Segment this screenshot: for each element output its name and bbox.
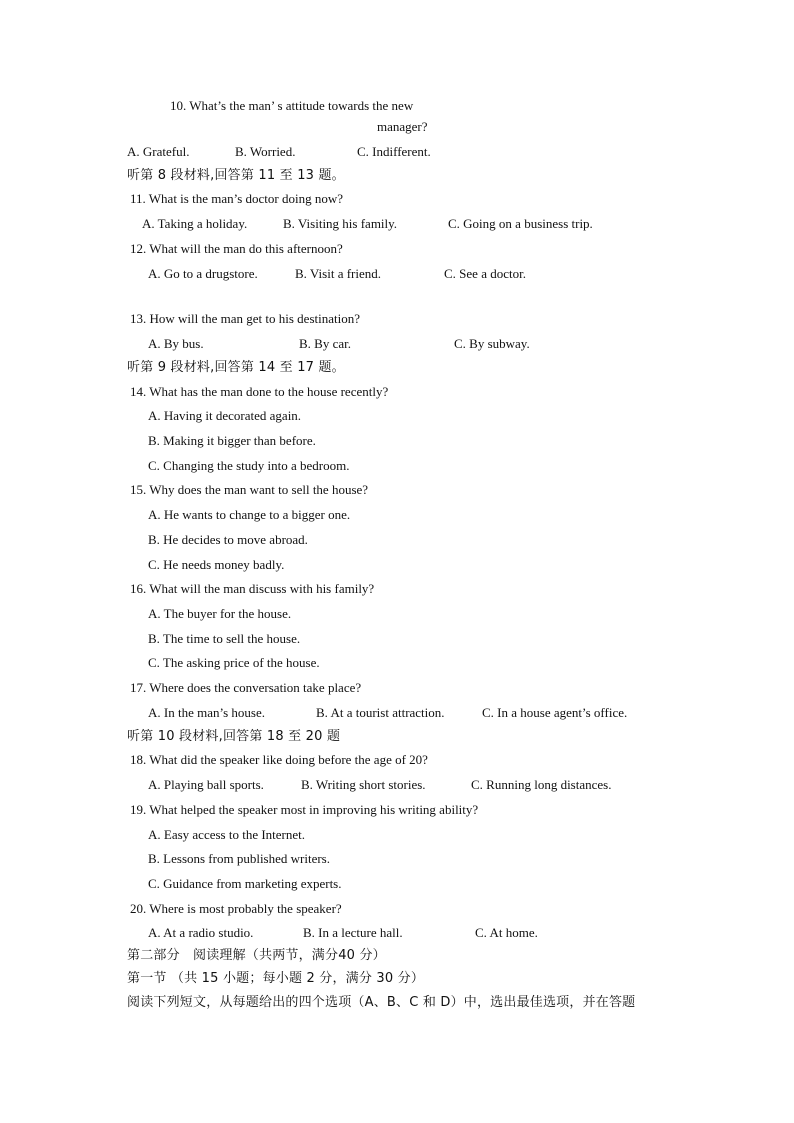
question-14: 14. What has the man done to the house recently?: [130, 384, 389, 399]
q12-option-b: B. Visit a friend.: [295, 266, 381, 281]
question-12: 12. What will the man do this afternoon?: [130, 241, 343, 256]
q11-option-a: A. Taking a holiday.: [142, 216, 248, 231]
q18-option-c: C. Running long distances.: [471, 777, 612, 792]
q15-option-c: C. He needs money badly.: [148, 557, 285, 572]
q20-option-a: A. At a radio studio.: [148, 925, 254, 940]
q11-option-c: C. Going on a business trip.: [448, 216, 593, 231]
q13-option-c: C. By subway.: [454, 336, 530, 351]
question-10-continuation: manager?: [377, 119, 428, 134]
question-13: 13. How will the man get to his destination?: [130, 311, 360, 326]
section-8-heading: 听第 8 段材料,回答第 11 至 13 题。: [127, 168, 345, 183]
q20-option-b: B. In a lecture hall.: [303, 925, 403, 940]
q18-option-a: A. Playing ball sports.: [148, 777, 264, 792]
reading-instructions: 阅读下列短文，从每题给出的四个选项（A、B、C 和 D）中，选出最佳选项，并在答题: [127, 995, 636, 1010]
question-20: 20. Where is most probably the speaker?: [130, 901, 342, 916]
q10-option-b: B. Worried.: [235, 144, 296, 159]
q14-option-a: A. Having it decorated again.: [148, 408, 302, 423]
q13-option-b: B. By car.: [299, 336, 351, 351]
question-18: 18. What did the speaker like doing before the age of 20?: [130, 752, 428, 767]
question-19: 19. What helped the speaker most in improving his writing ability?: [130, 802, 479, 817]
q10-option-c: C. Indifferent.: [357, 144, 431, 159]
q17-option-c: C. In a house agent’s office.: [482, 705, 628, 720]
q14-option-b: B. Making it bigger than before.: [148, 433, 316, 448]
q19-option-c: C. Guidance from marketing experts.: [148, 876, 342, 891]
q10-option-a: A. Grateful.: [127, 144, 190, 159]
q16-option-c: C. The asking price of the house.: [148, 655, 320, 670]
section-9-heading: 听第 9 段材料,回答第 14 至 17 题。: [127, 360, 345, 375]
q11-option-b: B. Visiting his family.: [283, 216, 398, 231]
q13-option-a: A. By bus.: [148, 336, 204, 351]
q17-option-b: B. At a tourist attraction.: [316, 705, 445, 720]
q19-option-a: A. Easy access to the Internet.: [148, 827, 306, 842]
q20-option-c: C. At home.: [475, 925, 538, 940]
q16-option-b: B. The time to sell the house.: [148, 631, 301, 646]
q15-option-a: A. He wants to change to a bigger one.: [148, 507, 351, 522]
q15-option-b: B. He decides to move abroad.: [148, 532, 308, 547]
q12-option-a: A. Go to a drugstore.: [148, 266, 258, 281]
q18-option-b: B. Writing short stories.: [301, 777, 426, 792]
question-17: 17. Where does the conversation take place?: [130, 680, 362, 695]
q19-option-b: B. Lessons from published writers.: [148, 851, 330, 866]
q14-option-c: C. Changing the study into a bedroom.: [148, 458, 350, 473]
section-1-heading: 第一节 （共 15 小题；每小题 2 分，满分 30 分）: [127, 971, 425, 986]
part-2-heading: 第二部分 阅读理解（共两节，满分40 分）: [127, 948, 386, 963]
q12-option-c: C. See a doctor.: [444, 266, 526, 281]
q17-option-a: A. In the man’s house.: [148, 705, 265, 720]
question-16: 16. What will the man discuss with his family?: [130, 581, 375, 596]
q16-option-a: A. The buyer for the house.: [148, 606, 292, 621]
question-15: 15. Why does the man want to sell the house?: [130, 482, 369, 497]
question-11: 11. What is the man’s doctor doing now?: [130, 191, 344, 206]
section-10-heading: 听第 10 段材料,回答第 18 至 20 题: [127, 729, 341, 744]
question-10: 10. What’s the man’ s attitude towards the new: [170, 98, 414, 113]
